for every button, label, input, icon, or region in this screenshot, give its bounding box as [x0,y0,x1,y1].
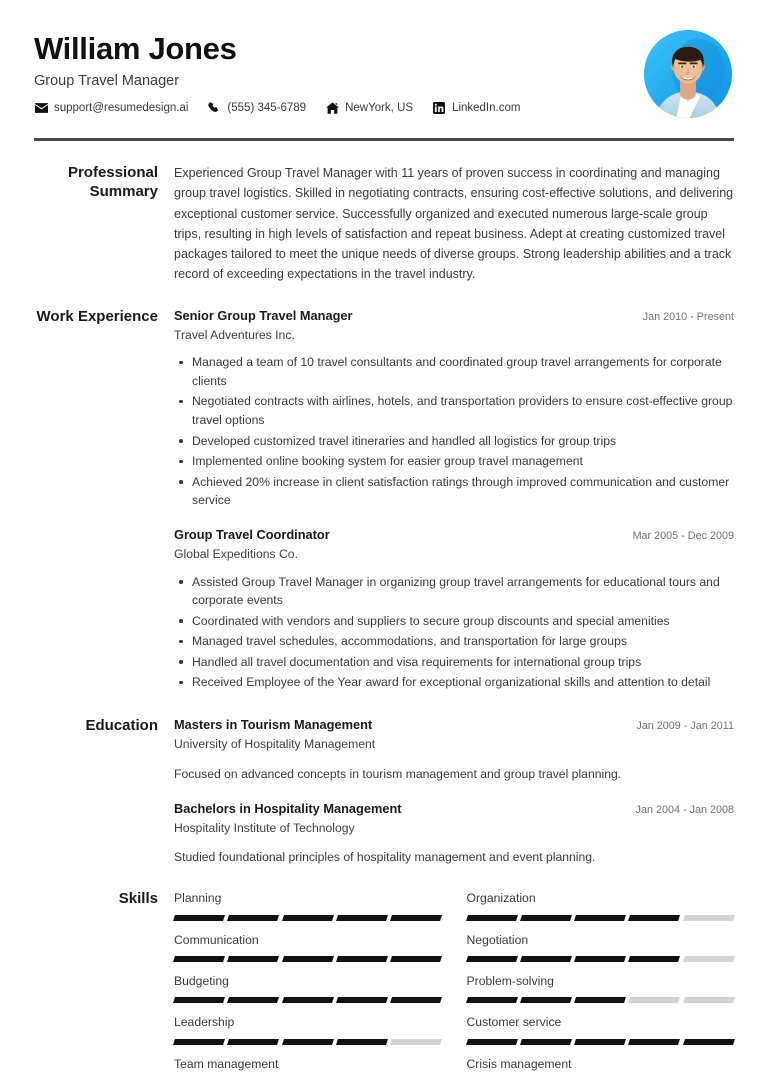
skill-level-segment [466,956,518,962]
experience-job-title: Senior Group Travel Manager [174,307,353,323]
avatar [644,30,732,118]
skill-name: Negotiation [466,932,529,947]
page-title: William Jones [34,31,237,66]
contact-phone-text: (555) 345-6789 [227,102,307,115]
skill-level-bar [174,915,442,921]
skill-level-segment [466,1039,518,1045]
skill-level-segment [227,915,279,921]
list-item: Handled all travel documentation and visa requirements for international group trips [174,653,734,672]
education-entry [174,716,734,784]
skill-level-segment [683,915,735,921]
education-body [174,716,734,868]
skill-level-segment [227,997,279,1003]
skill-level-segment [173,915,225,921]
skill-item [467,931,735,972]
skill-level-segment [282,1039,334,1045]
section-label-experience: Work Experience [36,307,158,325]
skill-level-segment [520,997,572,1003]
list-item: Managed travel schedules, accommodations, and transportation for large groups [174,632,734,651]
skill-level-segment [628,1039,680,1045]
education-date: Jan 2009 - Jan 2011 [636,719,734,732]
list-item: Developed customized travel itineraries and handled all logistics for group trips [174,432,734,451]
summary-text: Experienced Group Travel Manager with 11 years of proven success in coordinating and managing group travel logistics. Skilled in negotiating contracts, ensuring cost-effective solutions, and delivering exceptional customer service. Successfully organized and executed numerous large-scale group trips, resulting in high levels of satisfaction and repeat business. Adept at creating customized travel packages tailored to meet the unique needs of diverse groups. Strong leadership abilities and a track record of exceeding expectations in the travel industry. [174,166,734,282]
skill-item [174,931,442,972]
experience-date: Mar 2005 - Dec 2009 [632,529,734,542]
skill-level-segment [574,915,626,921]
skill-level-bar [467,1039,735,1045]
section-label-skills: Skills [118,890,158,908]
skills-grid [174,889,734,1078]
skill-level-segment [683,997,735,1003]
skill-item [174,889,442,930]
skill-level-bar [174,956,442,962]
skill-item [467,972,735,1013]
skill-level-segment [628,956,680,962]
skill-level-segment [574,997,626,1003]
list-item: Implemented online booking system for easier group travel management [174,452,734,471]
skill-name: Customer service [466,1015,562,1030]
skill-level-segment [173,956,225,962]
skill-level-segment [282,956,334,962]
contact-linkedin[interactable] [432,102,520,115]
section-skills [34,867,734,1078]
experience-job-title: Group Travel Coordinator [174,526,330,542]
section-work-experience [34,285,734,694]
skill-level-bar [174,1039,442,1045]
section-professional-summary [34,141,734,285]
envelope-icon [34,102,48,115]
skills-body [174,889,734,1078]
contact-email-text: support@resumedesign.ai [54,102,189,115]
skill-level-segment [390,915,442,921]
list-item: Managed a team of 10 travel consultants and coordinated group travel arrangements for corporate clients [174,353,734,390]
experience-bullets [174,353,734,509]
experience-body [174,307,734,694]
skill-level-segment [227,956,279,962]
skill-name: Planning [174,891,222,906]
section-label-education: Education [85,716,158,734]
education-date: Jan 2004 - Jan 2008 [635,803,734,816]
skill-level-segment [683,956,735,962]
job-title: Group Travel Manager [34,72,180,89]
list-item: Assisted Group Travel Manager in organizing group travel arrangements for educational tours and corporate events [174,573,734,610]
phone-icon [207,102,221,115]
list-item: Received Employee of the Year award for exceptional organizational skills and attention to detail [174,673,734,692]
skill-item [174,1055,442,1078]
summary-body [174,163,734,285]
education-institution: University of Hospitality Management [174,737,376,752]
education-institution: Hospitality Institute of Technology [174,821,355,836]
skill-level-bar [174,997,442,1003]
education-entry [174,800,734,868]
skill-level-segment [282,997,334,1003]
skill-level-bar [467,997,735,1003]
experience-entry [174,307,734,510]
contact-phone[interactable] [207,102,306,115]
linkedin-icon [432,102,446,115]
skill-level-segment [336,997,388,1003]
experience-bullets [174,573,734,692]
education-description: Studied foundational principles of hospitality management and event planning. [174,850,596,865]
skill-level-segment [574,956,626,962]
skill-level-segment [282,915,334,921]
contact-email[interactable] [34,102,188,115]
skill-level-segment [520,956,572,962]
skill-level-segment [390,1039,442,1045]
section-label-summary: Professional Summary [67,164,158,200]
skill-level-segment [683,1039,735,1045]
header-left [34,28,539,115]
skill-level-segment [628,915,680,921]
skill-level-segment [336,1039,388,1045]
skill-item [174,1013,442,1054]
skill-level-segment [390,956,442,962]
skill-level-segment [466,997,518,1003]
section-education [34,694,734,868]
experience-company: Travel Adventures Inc. [174,328,295,343]
skill-name: Leadership [174,1015,235,1030]
home-icon [325,102,339,115]
contact-location-text: NewYork, US [345,102,414,115]
education-description: Focused on advanced concepts in tourism management and group travel planning. [174,766,622,781]
skill-level-segment [336,915,388,921]
education-entry-head [174,800,734,819]
skill-level-segment [628,997,680,1003]
skill-name: Team management [174,1056,279,1071]
education-degree: Bachelors in Hospitality Management [174,800,402,816]
skill-level-bar [467,915,735,921]
skill-name: Problem-solving [466,973,554,988]
list-item: Coordinated with vendors and suppliers to secure group discounts and special amenities [174,612,734,631]
education-degree: Masters in Tourism Management [174,716,373,732]
skill-level-bar [467,956,735,962]
skill-level-segment [336,956,388,962]
skill-level-segment [390,997,442,1003]
contact-location[interactable] [325,102,413,115]
experience-entry-head [174,307,734,326]
skill-level-segment [227,1039,279,1045]
skill-name: Budgeting [174,973,229,988]
skill-item [467,1013,735,1054]
skill-name: Communication [174,932,259,947]
experience-company: Global Expeditions Co. [174,547,298,562]
resume-header [34,0,734,118]
avatar-photo [644,30,732,118]
contact-linkedin-text: LinkedIn.com [452,102,521,115]
list-item: Negotiated contracts with airlines, hotels, and transportation providers to ensure cost-effective group travel options [174,392,734,429]
skill-level-segment [173,997,225,1003]
skill-level-segment [520,915,572,921]
experience-entry [174,526,734,692]
skill-level-segment [574,1039,626,1045]
list-item: Achieved 20% increase in client satisfaction ratings through improved communication and customer service [174,473,734,510]
skill-level-segment [520,1039,572,1045]
skill-item [467,889,735,930]
skill-name: Organization [466,891,536,906]
skill-item [467,1055,735,1078]
skill-name: Crisis management [466,1056,572,1071]
contact-row [34,102,539,115]
skill-level-segment [173,1039,225,1045]
skill-level-segment [466,915,518,921]
skill-item [174,972,442,1013]
experience-date: Jan 2010 - Present [642,310,734,323]
experience-entry-head [174,526,734,545]
education-entry-head [174,716,734,735]
